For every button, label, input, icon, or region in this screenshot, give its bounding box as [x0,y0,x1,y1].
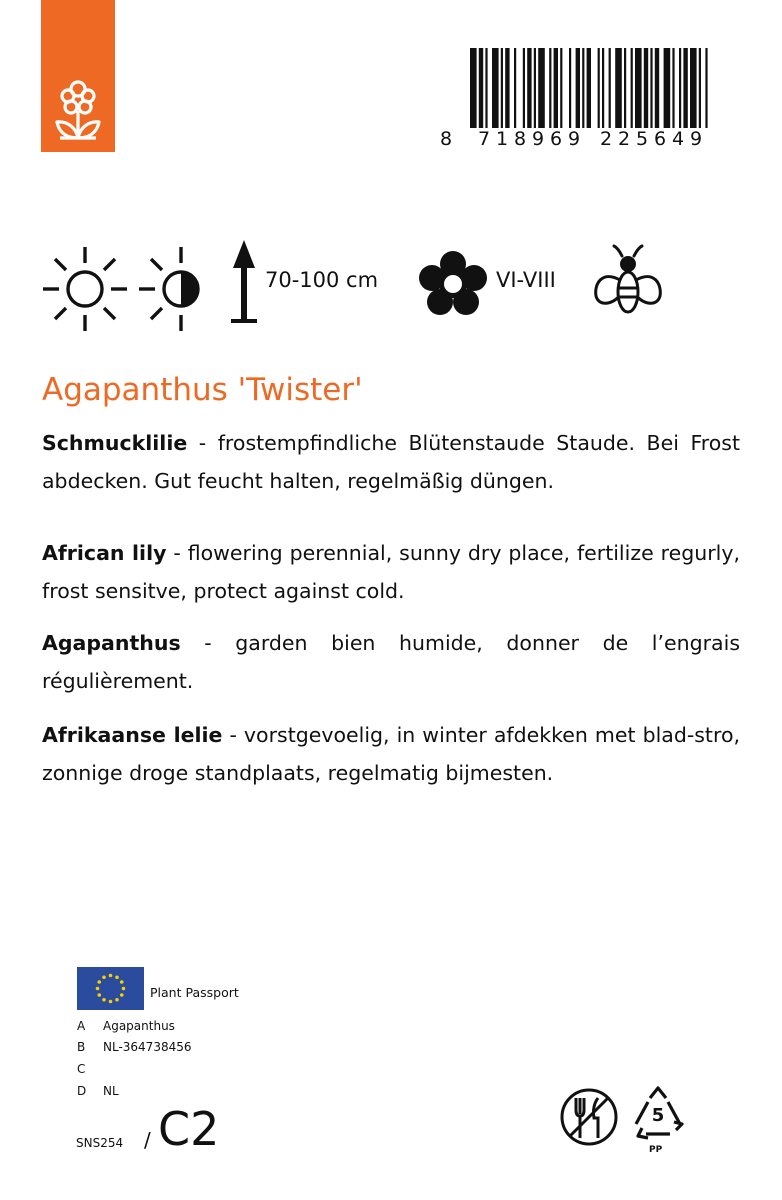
flower-icon [418,250,488,318]
eu-star [96,987,100,991]
barcode-bar [523,48,525,128]
barcode-bar [631,48,633,128]
barcode-digit: 6 [654,128,670,150]
product-title: Agapanthus 'Twister' [42,372,363,408]
barcode-bar [560,48,562,128]
barcode-digit: 1 [496,128,512,150]
recycle-number: 5 [651,1105,665,1126]
description-text: - frostempfindliche Blütenstaude Staude. Bei Frost abdecken. Gut feucht halten, regelmäßig düngen. [42,431,740,493]
barcode-bar [479,48,483,128]
passport-row [77,1062,103,1076]
barcode-bar [664,48,671,128]
description-text: - vorstgevoelig, in winter afdekken met blad-stro, zonnige droge standplaats, regelmatig bijmesten. [42,723,740,785]
eu-star [102,998,106,1002]
not-food-safe-icon [558,1086,620,1148]
slash-separator: / [144,1128,151,1152]
barcode-bar [672,48,674,128]
barcode-bar [485,48,487,128]
passport-value: NL [103,1084,119,1098]
barcode-bar [679,48,681,128]
half-shade-icon [136,244,216,334]
passport-key: B [77,1040,86,1054]
barcode-bar [549,48,551,128]
barcode-bar [501,48,503,128]
barcode-bar [690,48,697,128]
passport-row [77,1040,192,1054]
barcode-bar [569,48,571,128]
description-name: Agapanthus [42,631,181,655]
description-name: Afrikaanse lelie [42,723,223,747]
barcode-bar [609,48,611,128]
full-sun-icon [40,244,130,334]
barcode-bar [705,48,707,128]
description-english [42,534,740,610]
brand-tab [41,0,115,152]
eu-stars [77,967,144,1010]
barcode-digit: 4 [672,128,688,150]
barcode-digit: 9 [690,128,706,150]
barcode-bar [534,48,536,128]
barcode-bar [644,48,648,128]
barcode-bar [576,48,580,128]
description-text: - garden bien humide, donner de l’engrais régulièrement. [42,631,740,693]
passport-key: C [77,1062,86,1076]
passport-value: NL-364738456 [103,1040,192,1054]
barcode-bar [699,48,701,128]
passport-row [77,1084,119,1098]
bloom-period-text: VI-VIII [496,268,556,292]
passport-value: Agapanthus [103,1019,175,1033]
plant-passport-label: Plant Passport [150,985,239,1000]
barcode-digit: 9 [532,128,548,150]
barcode-bar [582,48,584,128]
barcode-bar [538,48,545,128]
barcode-digit: 9 [568,128,584,150]
barcode-bar [598,48,600,128]
category-code: C2 [158,1102,220,1156]
recycle-material-label: PP [649,1145,663,1155]
barcode-bar [602,48,604,128]
barcode-digit: 8 [514,128,530,150]
barcode-bar [554,48,558,128]
eu-flag-icon [77,967,144,1010]
barcode-bar [683,48,687,128]
barcode-bar [650,48,652,128]
barcode-bar [587,48,591,128]
barcode-bar [514,48,516,128]
eu-star [109,974,113,978]
eu-star [122,987,126,991]
eu-star [120,980,124,984]
eu-star [97,980,101,984]
barcode-digit: 2 [600,128,616,150]
eu-star [102,975,106,979]
eu-star [97,993,101,997]
barcode-digit: 6 [550,128,566,150]
barcode-digit: 7 [478,128,494,150]
description-french [42,624,740,700]
bee-icon [592,244,664,318]
barcode-digit: 5 [636,128,652,150]
description-dutch [42,716,740,792]
barcode-bars [440,48,726,128]
passport-key: D [77,1084,87,1098]
description-german [42,424,740,500]
eu-star [109,1000,113,1004]
barcode-bar [470,48,477,128]
passport-key: A [77,1019,86,1033]
passport-row [77,1019,175,1033]
flower-logo-icon [52,78,104,140]
barcode-bar [624,48,626,128]
barcode-bar [492,48,499,128]
eu-star [115,975,119,979]
barcode-digit: 2 [618,128,634,150]
height-arrow-icon [228,238,260,326]
height-text: 70-100 cm [265,268,379,292]
barcode-bar [655,48,659,128]
barcode-bar [635,48,642,128]
barcode-digit: 8 [440,128,456,150]
description-text: - flowering perennial, sunny dry place, fertilize regurly, frost sensitve, protect against cold. [42,541,740,603]
description-name: African lily [42,541,167,565]
barcode-bar [505,48,509,128]
eu-star [120,993,124,997]
recycle-icon [628,1084,688,1144]
sns-code: SNS254 [76,1136,124,1150]
eu-star [115,998,119,1002]
description-name: Schmucklilie [42,431,188,455]
barcode-bar [527,48,531,128]
barcode-bar [615,48,622,128]
barcode [440,48,726,156]
